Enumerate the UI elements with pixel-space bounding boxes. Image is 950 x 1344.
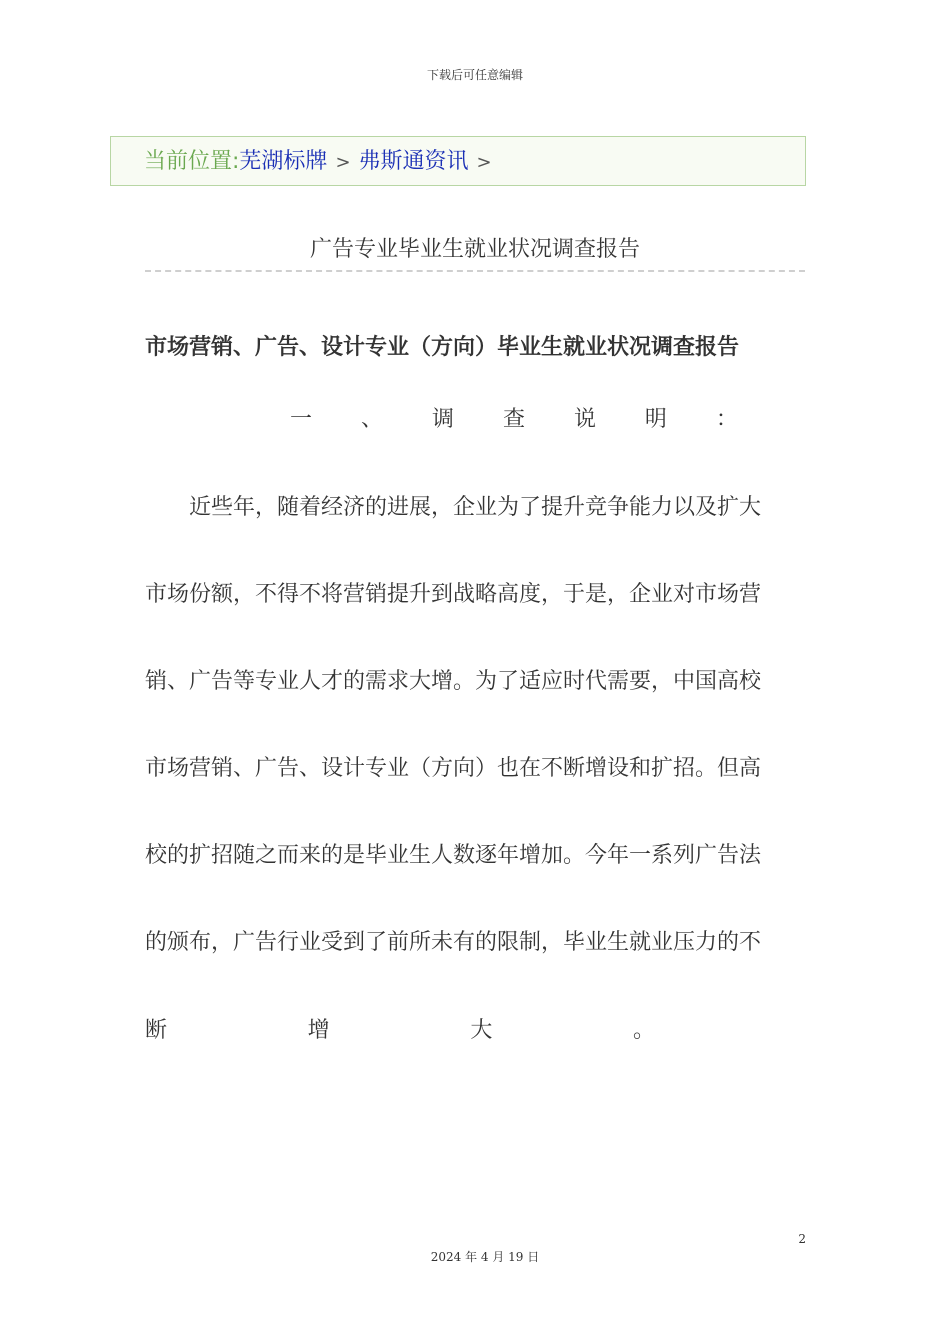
subheading-survey-notes [290, 402, 738, 438]
article-title: 广告专业毕业生就业状况调查报告 [309, 237, 640, 262]
paragraph-last-line [145, 1013, 655, 1049]
subheading-char: 调 [431, 407, 454, 432]
subheading-char: 明 [644, 407, 667, 432]
paragraph-line: 销、广告等专业人才的需求大增。为了适应时代需要，中国高校 [145, 669, 762, 694]
section-heading: 市场营销、广告、设计专业（方向）毕业生就业状况调查报告 [145, 335, 740, 360]
page-number: 2 [798, 1232, 806, 1246]
header-note: 下载后可任意编辑 [426, 68, 523, 82]
paragraph-line: 市场份额，不得不将营销提升到战略高度，于是，企业对市场营 [145, 582, 762, 607]
footer-date: 2024 年 4 月 19 日 [430, 1250, 540, 1264]
paragraph-line: 近些年，随着经济的进展，企业为了提升竞争能力以及扩大 [189, 495, 762, 520]
breadcrumb-separator: > [476, 152, 492, 173]
subheading-char: 查 [502, 407, 525, 432]
title-divider [145, 270, 805, 272]
subheading-char: ： [715, 407, 738, 432]
paragraph-line: 的颁布，广告行业受到了前所未有的限制，毕业生就业压力的不 [145, 930, 762, 955]
breadcrumb-link-news[interactable]: 弗斯通资讯 [358, 149, 469, 174]
breadcrumb-separator: > [335, 152, 351, 173]
last-line-char: 大 [470, 1018, 493, 1043]
breadcrumb [110, 136, 806, 186]
subheading-char: 说 [573, 407, 596, 432]
breadcrumb-link-home[interactable]: 芜湖标牌 [239, 149, 328, 174]
paragraph-line: 市场营销、广告、设计专业（方向）也在不断增设和扩招。但高 [145, 756, 762, 781]
subheading-char: 一 [290, 407, 313, 432]
last-line-char: 断 [145, 1018, 168, 1043]
paragraph-line: 校的扩招随之而来的是毕业生人数逐年增加。今年一系列广告法 [145, 843, 762, 868]
last-line-char: 增 [307, 1018, 330, 1043]
last-line-char: 。 [632, 1018, 655, 1043]
subheading-char: 、 [360, 407, 383, 432]
breadcrumb-prefix: 当前位置: [144, 149, 240, 174]
